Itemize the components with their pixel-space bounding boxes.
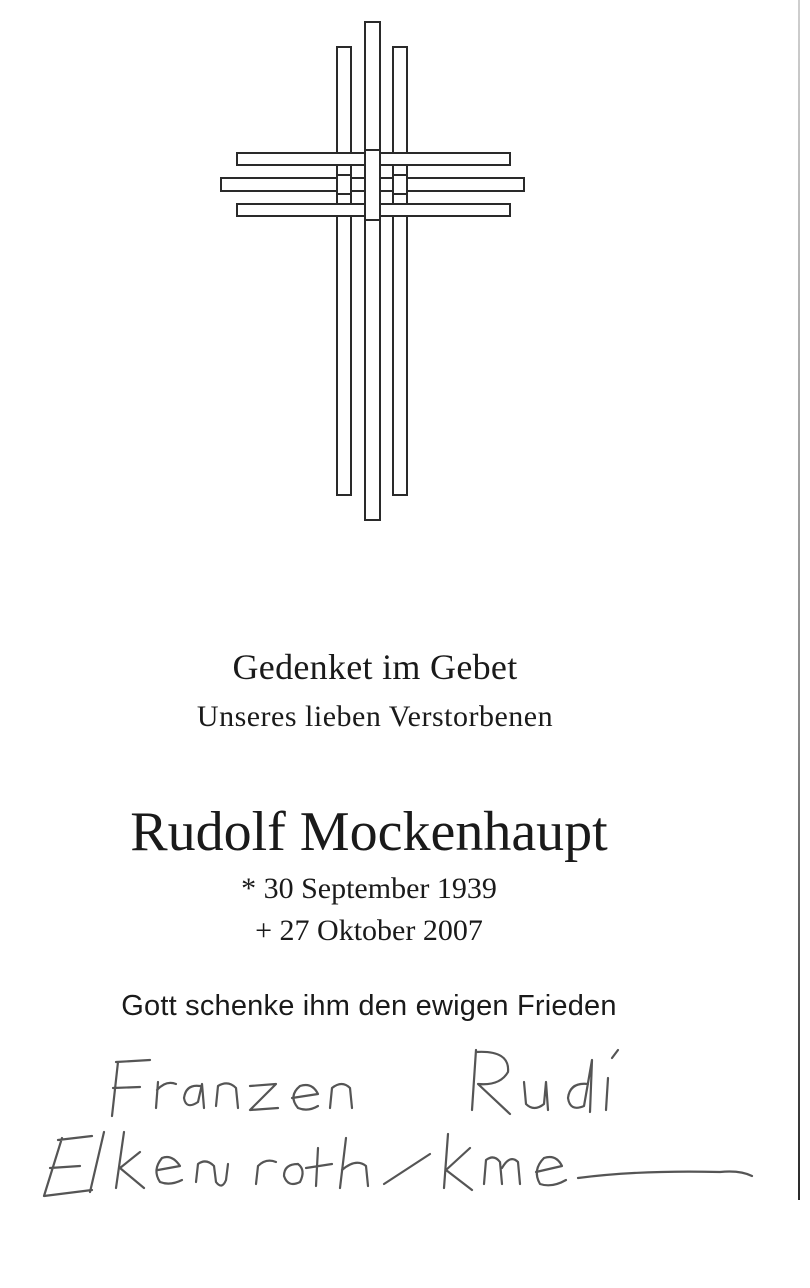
birth-date: * 30 September 1939 xyxy=(241,872,497,905)
handwritten-note xyxy=(0,1020,810,1220)
cross-vertical-left xyxy=(337,47,351,495)
cross-vertical-center xyxy=(365,22,380,520)
cross-vertical-right xyxy=(393,47,407,495)
prayer-heading: Gedenket im Gebet xyxy=(232,647,518,687)
prayer-subheading: Unseres lieben Verstorbenen xyxy=(196,700,554,733)
death-date: + 27 Oktober 2007 xyxy=(255,914,483,947)
deceased-name: Rudolf Mockenhaupt xyxy=(130,801,608,863)
blessing-text: Gott schenke ihm den ewigen Frieden xyxy=(121,990,617,1022)
cross-icon xyxy=(0,0,810,560)
